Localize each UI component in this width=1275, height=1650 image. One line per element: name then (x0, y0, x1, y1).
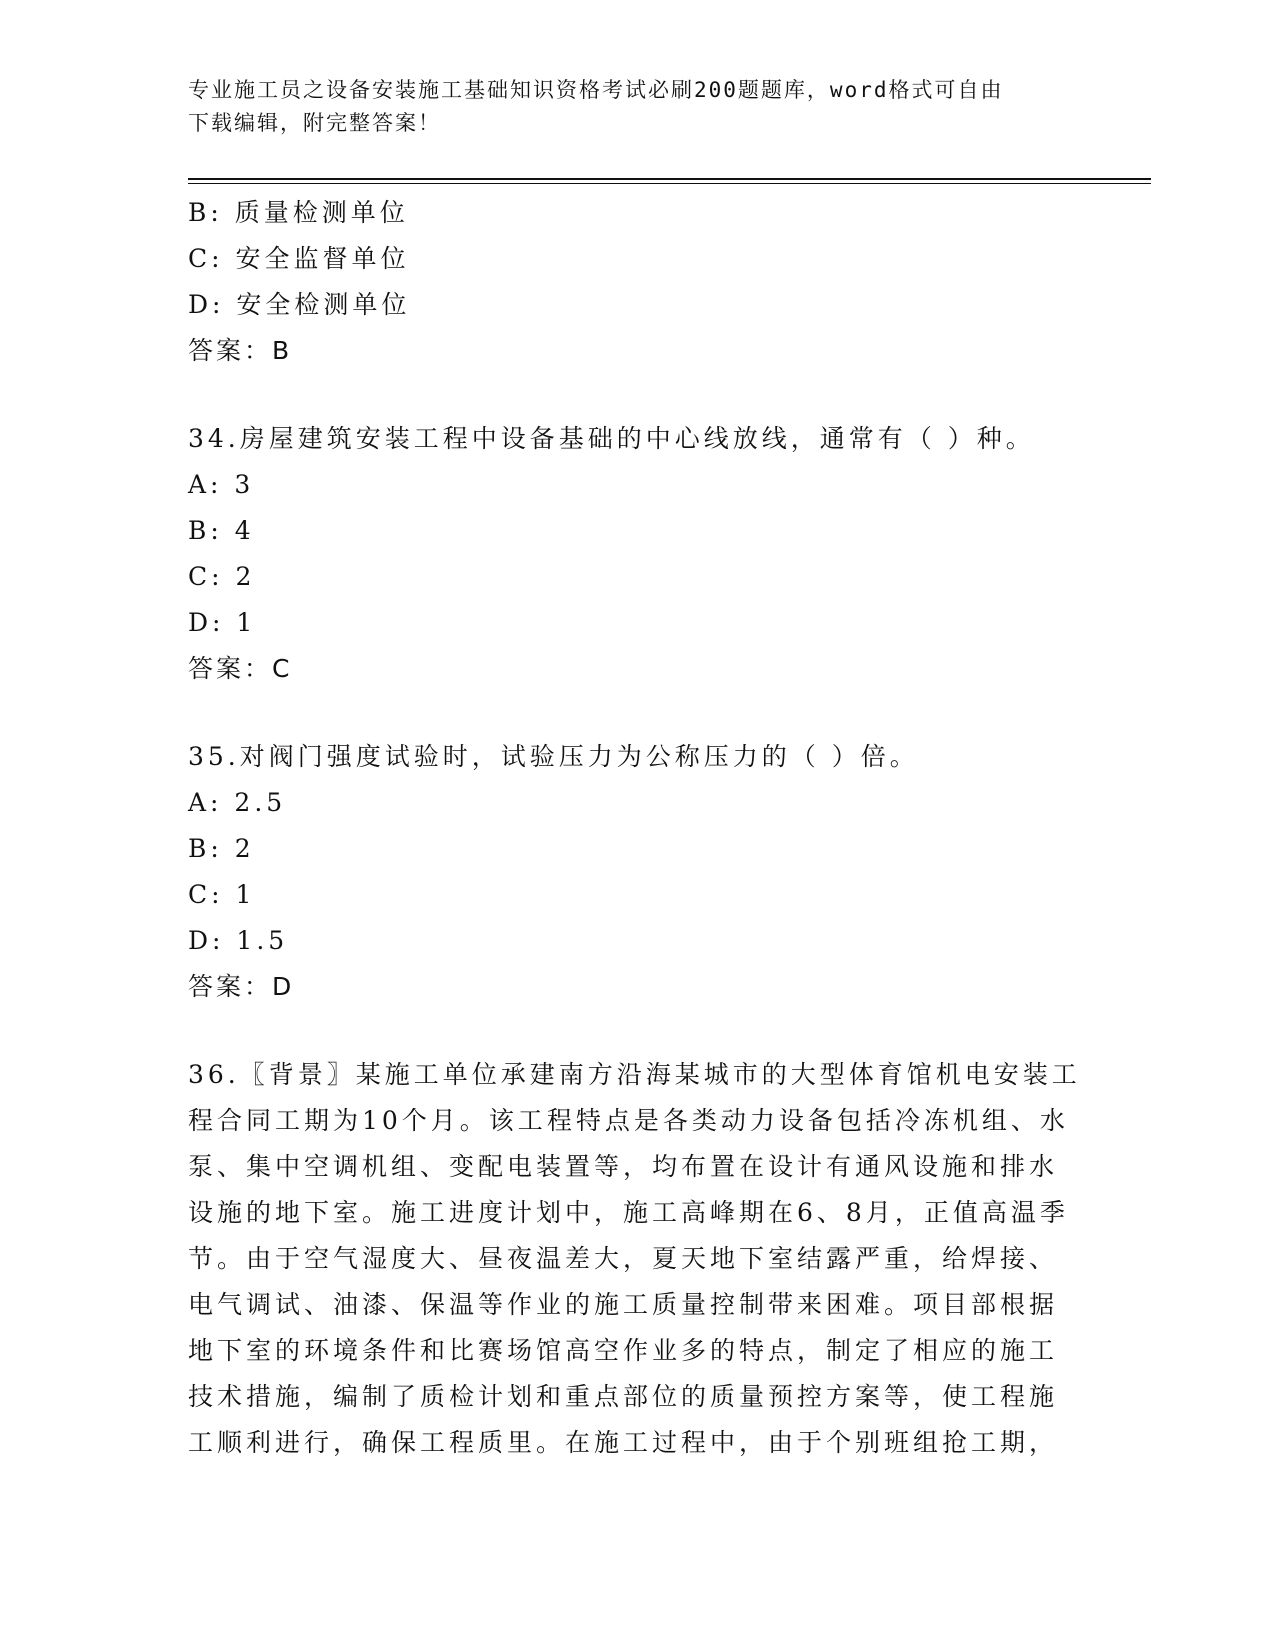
paragraph-line: 设施的地下室。施工进度计划中，施工高峰期在6、8月，正值高温季 (188, 1198, 1069, 1227)
document-body (188, 190, 1088, 1466)
paragraph-line: 节。由于空气湿度大、昼夜温差大，夏天地下室结露严重，给焊接、 (188, 1244, 1059, 1273)
option-a: A: 3 (188, 470, 255, 499)
option-d: D: 1 (188, 608, 257, 637)
answer-line: 答案：D (188, 972, 295, 1001)
answer-line: 答案：C (188, 654, 293, 683)
option-c: C: 安全监督单位 (188, 244, 410, 273)
document-header (188, 74, 1068, 140)
option-a: A: 2.5 (188, 788, 287, 817)
question-33-block (188, 190, 1088, 374)
option-c: C: 2 (188, 562, 256, 591)
paragraph-line: 程合同工期为10个月。该工程特点是各类动力设备包括冷冻机组、水 (188, 1106, 1069, 1135)
spacer (188, 374, 1088, 416)
paragraph-line: 泵、集中空调机组、变配电装置等，均布置在设计有通风设施和排水 (188, 1152, 1059, 1181)
header-divider-thin (188, 183, 1151, 184)
paragraph-line: 36.〖背景〗某施工单位承建南方沿海某城市的大型体育馆机电安装工 (188, 1060, 1081, 1089)
paragraph-line: 电气调试、油漆、保温等作业的施工质量控制带来困难。项目部根据 (188, 1290, 1059, 1319)
option-d: D: 1.5 (188, 926, 289, 955)
option-c: C: 1 (188, 880, 256, 909)
question-34-block (188, 416, 1088, 692)
spacer (188, 1010, 1088, 1052)
answer-line: 答案：B (188, 336, 293, 365)
question-text: 34.房屋建筑安装工程中设备基础的中心线放线，通常有（ ）种。 (188, 424, 1035, 453)
paragraph-line: 工顺利进行，确保工程质里。在施工过程中，由于个别班组抢工期， (188, 1428, 1059, 1457)
option-b: B: 4 (188, 516, 255, 545)
option-d: D: 安全检测单位 (188, 290, 411, 319)
paragraph-line: 地下室的环境条件和比赛场馆高空作业多的特点，制定了相应的施工 (188, 1336, 1059, 1365)
spacer (188, 692, 1088, 734)
question-35-block (188, 734, 1088, 1010)
option-b: B: 质量检测单位 (188, 198, 409, 227)
paragraph-line: 技术措施，编制了质检计划和重点部位的质量预控方案等，使工程施 (188, 1382, 1059, 1411)
option-b: B: 2 (188, 834, 255, 863)
question-text: 35.对阀门强度试验时，试验压力为公称压力的（ ）倍。 (188, 742, 919, 771)
question-36-block (188, 1052, 1088, 1466)
header-divider-thick (188, 178, 1151, 180)
header-line-2: 下载编辑，附完整答案！ (188, 111, 441, 135)
header-line-1: 专业施工员之设备安装施工基础知识资格考试必刷200题题库，word格式可自由 (188, 78, 1004, 102)
